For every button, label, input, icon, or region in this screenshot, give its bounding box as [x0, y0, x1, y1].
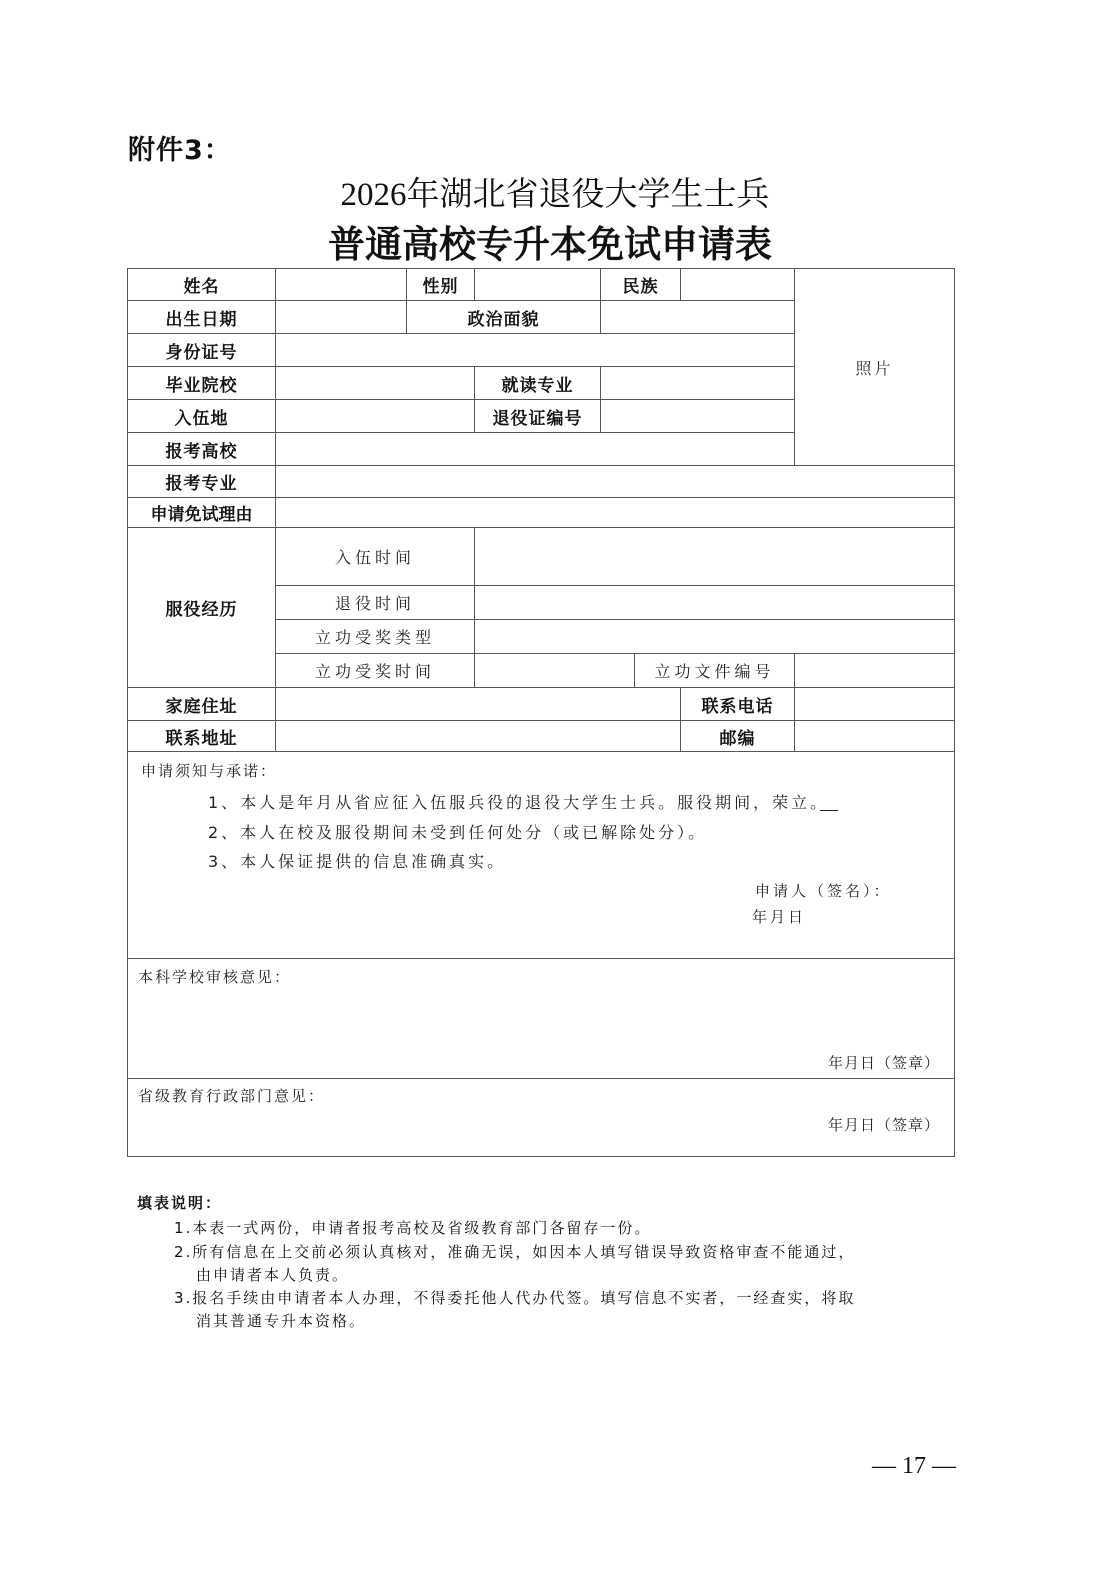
attachment-label: 附件3：: [128, 135, 232, 166]
pledge-item-1: 1、本人是年月从省应征入伍服兵役的退役大学生士兵。服役期间，荣立。: [208, 793, 830, 812]
label-phone: 联系电话: [680, 687, 795, 721]
instruction-item-1: 1.本表一式两份，申请者报考高校及省级教育部门各留存一份。: [174, 1219, 652, 1237]
applicant-signature-label: 申请人（签名）：: [755, 882, 892, 900]
label-service-history: 服役经历: [127, 527, 276, 688]
target-major-field[interactable]: [275, 465, 955, 498]
label-enlist-time: 入伍时间: [275, 527, 475, 586]
label-ethnicity: 民族: [600, 268, 681, 301]
instructions-title: 填表说明：: [137, 1194, 223, 1212]
label-gender: 性别: [406, 268, 475, 301]
label-political-status: 政治面貌: [406, 300, 601, 334]
discharge-cert-no-field[interactable]: [600, 399, 795, 433]
exemption-reason-field[interactable]: [275, 497, 955, 528]
label-name: 姓名: [127, 268, 276, 301]
provincial-review-date-stamp: 年月日（签章）: [828, 1116, 941, 1134]
instruction-item-3: 3.报名手续由申请者本人办理，不得委托他人代办代签。填写信息不实者，一经查实，将取: [174, 1289, 856, 1307]
discharge-time-field[interactable]: [474, 585, 955, 620]
label-major-studied: 就读专业: [474, 366, 601, 400]
label-exemption-reason: 申请免试理由: [127, 497, 276, 528]
political-status-field[interactable]: [600, 300, 795, 334]
label-discharge-time: 退役时间: [275, 585, 475, 620]
home-address-field[interactable]: [275, 687, 681, 721]
form-title-line2: 普通高校专升本免试申请表: [328, 223, 772, 266]
postcode-field[interactable]: [794, 720, 955, 752]
pledge-title: 申请须知与承诺：: [141, 762, 278, 780]
label-award-doc-no: 立功文件编号: [634, 653, 795, 688]
pledge-blank-underline: [820, 810, 838, 811]
label-award-time: 立功受奖时间: [275, 653, 475, 688]
form-title-line1: [0, 168, 1110, 215]
label-enlist-place: 入伍地: [127, 399, 276, 433]
enlist-place-field[interactable]: [275, 399, 475, 433]
photo-box[interactable]: [794, 268, 955, 466]
instruction-item-2: 2.所有信息在上交前必须认真核对，准确无误，如因本人填写错误导致资格审查不能通过，: [174, 1243, 856, 1261]
ethnicity-field[interactable]: [680, 268, 795, 301]
instruction-item-3-cont: 消其普通专升本资格。: [196, 1312, 367, 1330]
contact-address-field[interactable]: [275, 720, 681, 752]
phone-field[interactable]: [794, 687, 955, 721]
enlist-time-field[interactable]: [474, 527, 955, 586]
label-discharge-cert-no: 退役证编号: [474, 399, 601, 433]
id-number-field[interactable]: [275, 333, 795, 367]
label-contact-address: 联系地址: [127, 720, 276, 752]
target-school-field[interactable]: [275, 432, 795, 466]
label-postcode: 邮编: [680, 720, 795, 752]
pledge-item-3: 3、本人保证提供的信息准确真实。: [208, 852, 507, 871]
award-doc-no-field[interactable]: [794, 653, 955, 688]
label-home-address: 家庭住址: [127, 687, 276, 721]
award-time-field[interactable]: [474, 653, 635, 688]
photo-label: 照片: [855, 358, 894, 378]
label-birth-date: 出生日期: [127, 300, 276, 334]
instruction-item-2-cont: 由申请者本人负责。: [196, 1266, 350, 1284]
school-review-date-stamp: 年月日（签章）: [828, 1054, 941, 1072]
school-review-title: 本科学校审核意见：: [138, 968, 292, 986]
title-line1-text: 年湖北省退役大学生士兵: [406, 174, 770, 213]
graduated-school-field[interactable]: [275, 366, 475, 400]
title-year: 2026: [340, 177, 407, 213]
provincial-review-title: 省级教育行政部门意见：: [138, 1087, 326, 1105]
label-target-major: 报考专业: [127, 465, 276, 498]
award-type-field[interactable]: [474, 619, 955, 654]
label-target-school: 报考高校: [127, 432, 276, 466]
label-graduated-school: 毕业院校: [127, 366, 276, 400]
name-field[interactable]: [275, 268, 407, 301]
page-number: — 17 —: [872, 1453, 956, 1479]
label-award-type: 立功受奖类型: [275, 619, 475, 654]
pledge-item-2: 2、本人在校及服役期间未受到任何处分（或已解除处分）。: [208, 823, 708, 842]
applicant-date-label: 年月日: [752, 908, 807, 926]
label-id-number: 身份证号: [127, 333, 276, 367]
birth-date-field[interactable]: [275, 300, 407, 334]
major-studied-field[interactable]: [600, 366, 795, 400]
gender-field[interactable]: [474, 268, 601, 301]
